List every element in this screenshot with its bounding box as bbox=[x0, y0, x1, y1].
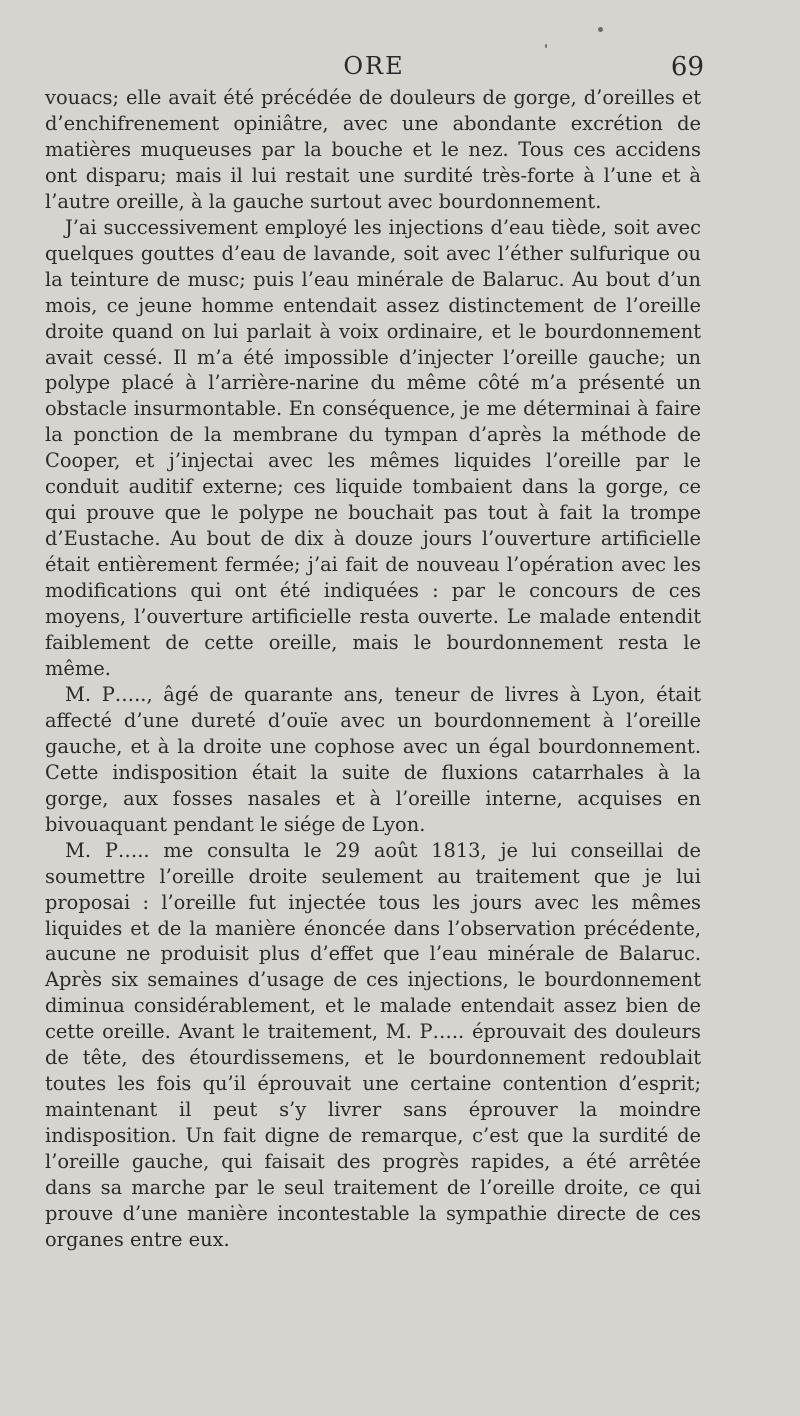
paragraph-case-intro: M. P….., âgé de quarante ans, teneur de livres à Lyon, était affecté d’une dureté d’ouïe avec un bourdonnement à l’oreille gauche, et à la droite une cophose avec un égal bourdonnement. Cette indisposition était la suite de fluxions catarrhales à la gorge, aux fosses nasales et à l’oreille interne, acquises en bivouaquant pendant le siége de Lyon. bbox=[45, 682, 701, 836]
running-head: ORE bbox=[343, 52, 405, 80]
paragraph-case-treatment: M. P….. me consulta le 29 août 1813, je lui conseillai de soumettre l’oreille droite seulement au traitement que je lui proposai : l’oreille fut injectée tous les jours avec les mêmes liquides et de la manière énoncée dans l’observation précédente, aucune ne produisit plus d’effet que l’eau minérale de Balaruc. Après six semaines d’usage de ces injections, le bourdonnement diminua considérablement, et le malade entendait assez bien de cette oreille. Avant le traitement, M. P….. éprouvait des douleurs de tête, des étourdissemens, et le bourdonnement redoublait toutes les fois qu’il éprouvait une certaine contention d’esprit; maintenant il peut s’y livrer sans éprouver la moindre indisposition. Un fait digne de remarque, c’est que la surdité de l’oreille gauche, qui faisait des progrès rapides, a été arrêtée dans sa marche par le seul traitement de l’oreille droite, ce qui prouve d’une manière incontestable la sympathie directe de ces organes entre eux. bbox=[45, 838, 701, 1251]
page-number: 69 bbox=[670, 52, 704, 82]
page-header bbox=[44, 52, 704, 86]
paragraph-treatment: J’ai successivement employé les injections d’eau tiède, soit avec quelques gouttes d’eau de lavande, soit avec l’éther sulfurique ou la teinture de musc; puis l’eau minérale de Balaruc. Au bout d’un mois, ce jeune homme entendait assez distinctement de l’oreille droite quand on lui parlait à voix ordinaire, et le bourdonnement avait cessé. Il m’a été impossible d’injecter l’oreille gauche; un polype placé à l’arrière-narine du même côté m’a présenté un obstacle insurmontable. En conséquence, je me déterminai à faire la ponction de la membrane du tympan d’après la méthode de Cooper, et j’injectai avec les mêmes liquides l’oreille par le conduit auditif externe; ces liquide tombaient dans la gorge, ce qui prouve que le polype ne bouchait pas tout à fait la trompe d’Eustache. Au bout de dix à douze jours l’ouverture artificielle était entièrement fermée; j’ai fait de nouveau l’opération avec les modifications qui ont été indiquées : par le concours de ces moyens, l’ouverture artificielle resta ouverte. Le malade entendit faiblement de cette oreille, mais le bourdonnement resta le même. bbox=[45, 215, 701, 680]
body-text bbox=[45, 85, 701, 1253]
ink-speck bbox=[545, 44, 547, 48]
paragraph-continuation: vouacs; elle avait été précédée de douleurs de gorge, d’oreilles et d’enchifrenement opiniâtre, avec une abondante excrétion de matières muqueuses par la bouche et le nez. Tous ces accidens ont disparu; mais il lui restait une surdité très-forte à l’une et à l’autre oreille, à la gauche surtout avec bourdonnement. bbox=[45, 86, 701, 213]
ink-speck bbox=[598, 27, 603, 32]
